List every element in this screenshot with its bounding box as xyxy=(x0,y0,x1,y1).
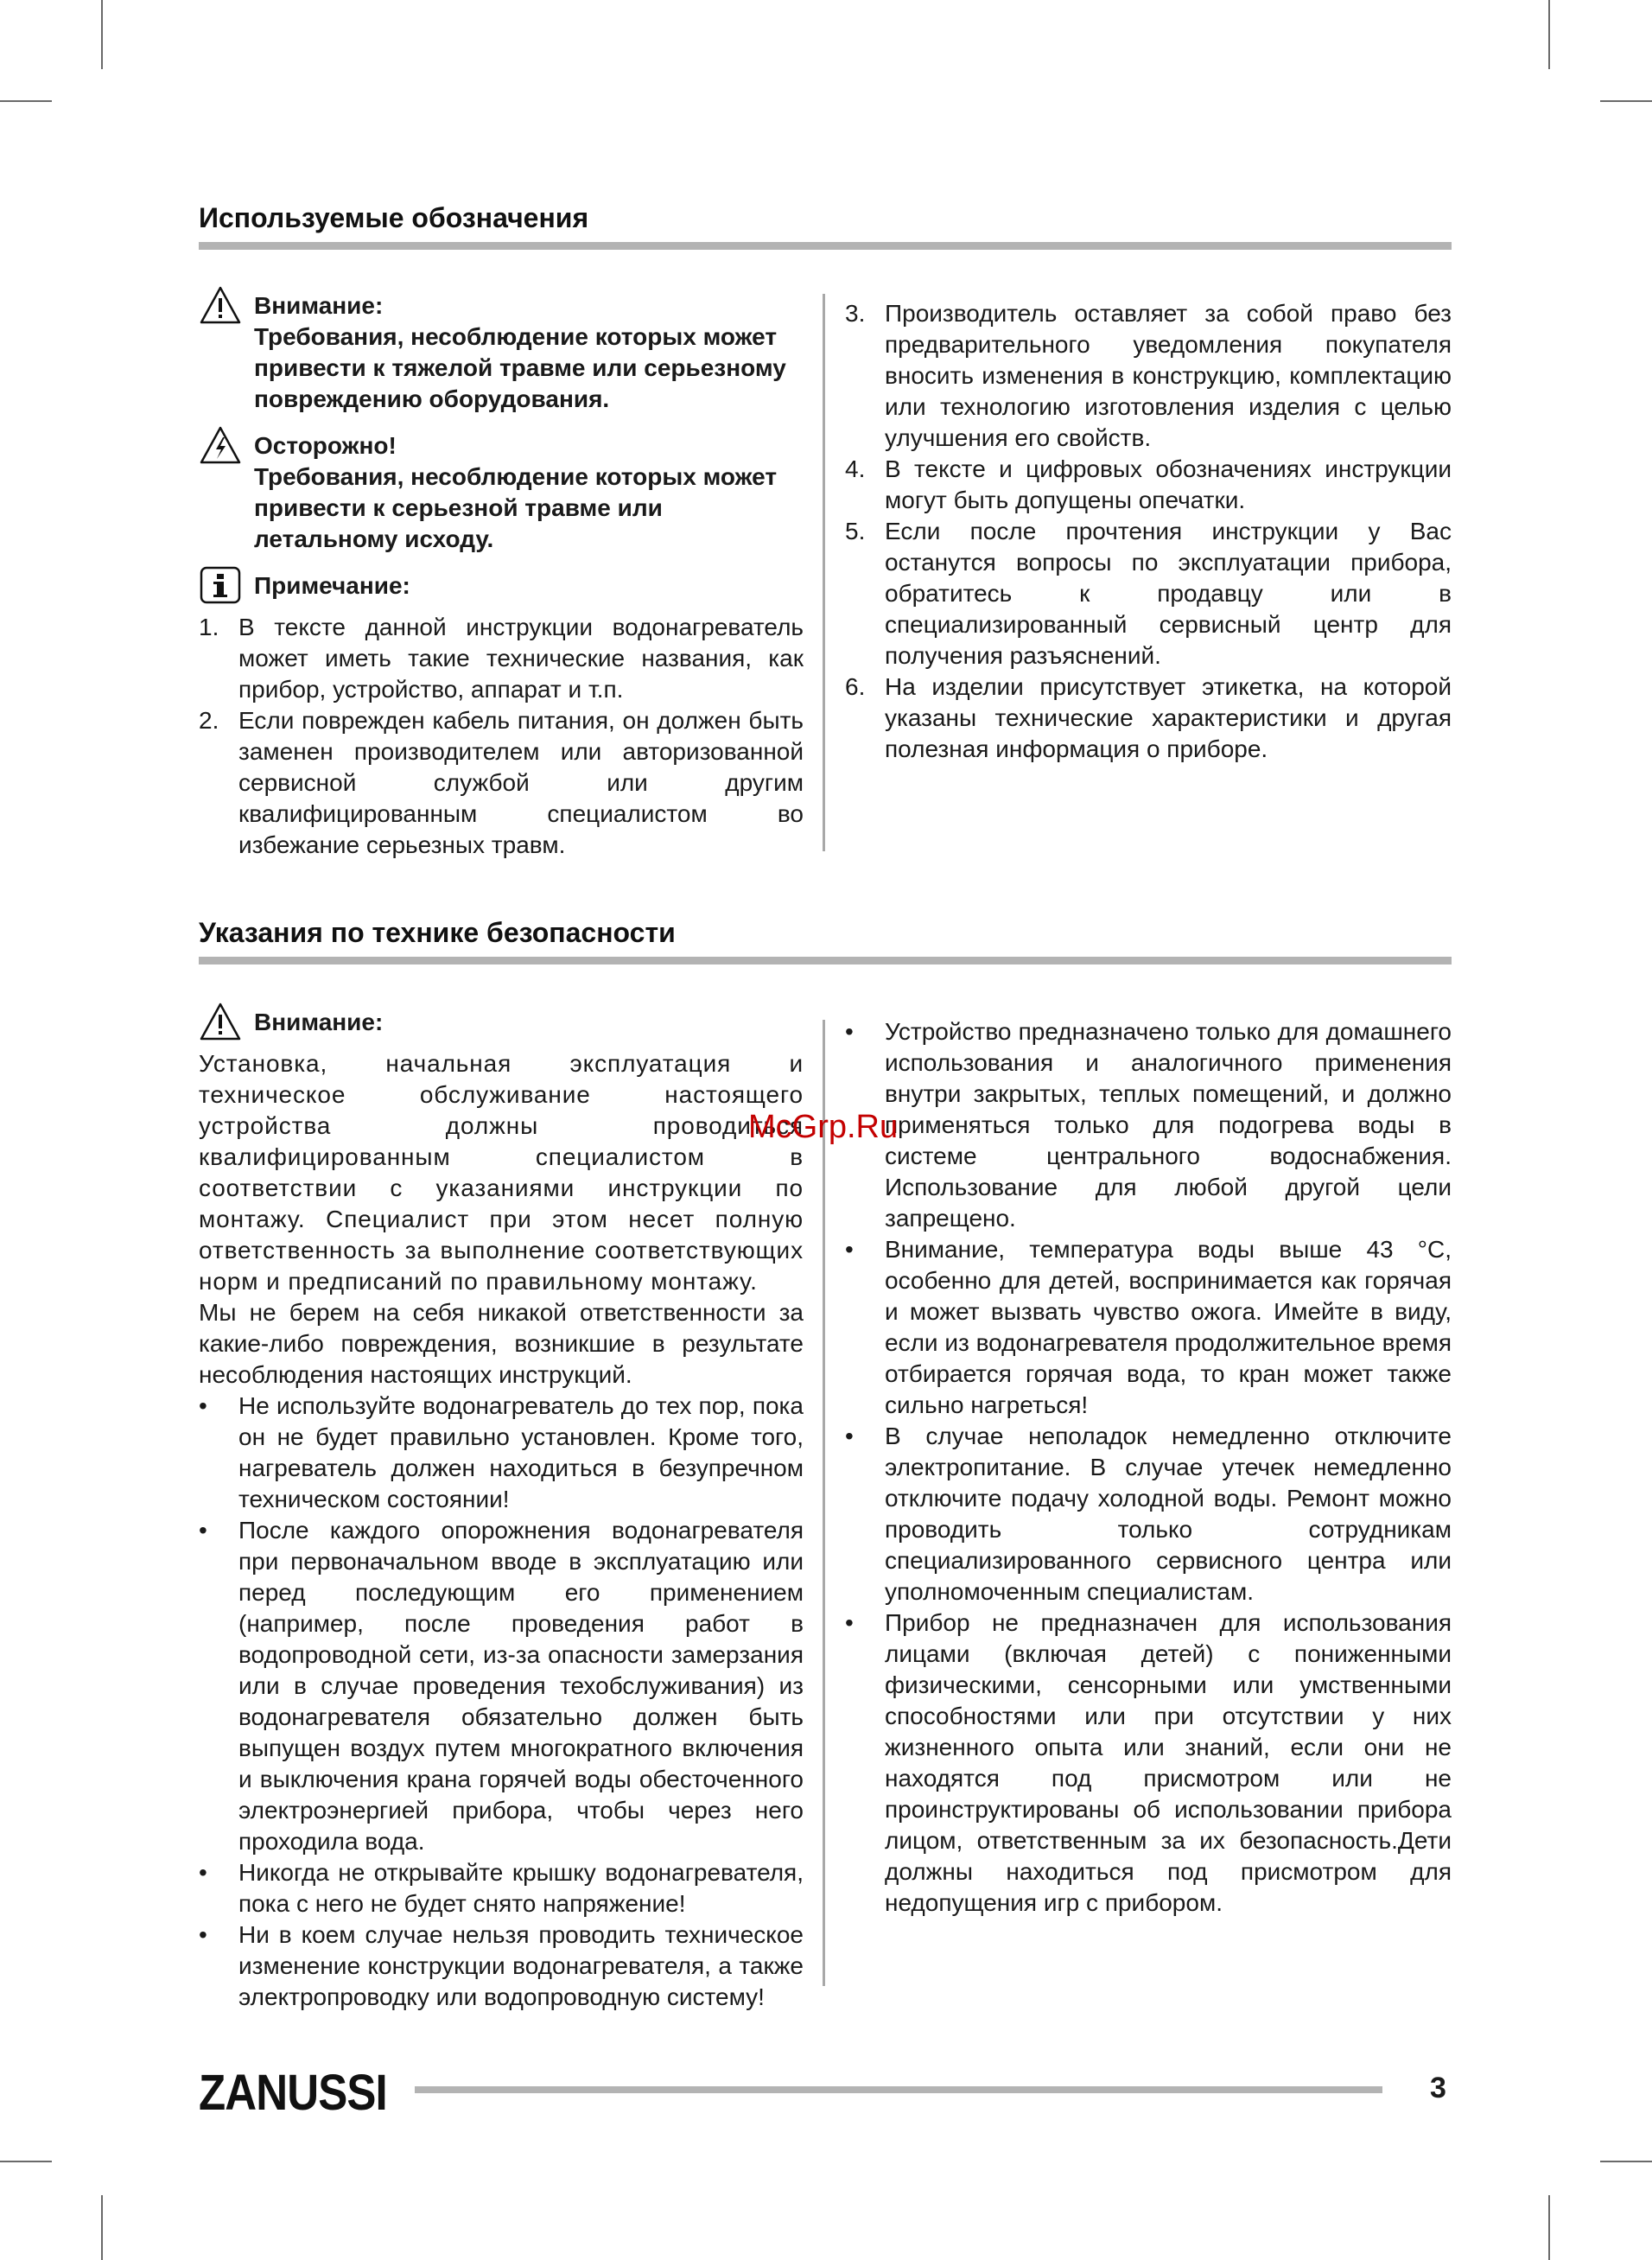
column-divider xyxy=(823,294,825,851)
crop-mark xyxy=(101,0,103,69)
warning-notice xyxy=(199,290,804,415)
column-divider xyxy=(823,1020,825,1986)
crop-mark xyxy=(101,2195,103,2260)
safety-bullets-right xyxy=(845,1016,1452,1919)
safety-bullets-left xyxy=(199,1391,804,2013)
symbols-list-left xyxy=(199,612,804,861)
section-title-symbols: Используемые обозначения xyxy=(199,202,589,233)
crop-mark xyxy=(0,100,52,102)
section-rule xyxy=(199,957,1452,964)
crop-mark xyxy=(1600,2161,1652,2162)
caution-notice xyxy=(199,430,804,555)
list-item: • Никогда не открывайте крышку водонагревателя, пока с него не будет снято напряжение! xyxy=(199,1859,804,1917)
safety-warning-notice xyxy=(199,1007,804,1038)
section-rule xyxy=(199,242,1452,250)
safety-warning-heading: Внимание: xyxy=(254,1009,384,1035)
list-item: 6. На изделии присутствует этикетка, на которой указаны технические характеристики и другая полезная информация о приборе. xyxy=(845,673,1452,762)
electric-hazard-icon xyxy=(199,425,242,465)
caution-text: Требования, несоблюдение которых может привести к серьезной травме или летальному исходу. xyxy=(254,463,778,552)
info-icon xyxy=(199,565,242,605)
safety-paragraph: Мы не берем на себя никакой ответственности за какие-либо повреждения, возникшие в результате несоблюдения настоящих инструкций. xyxy=(199,1299,804,1388)
list-item: • Не используйте водонагреватель до тех пор, пока он не будет правильно установлен. Кроме того, нагреватель должен находиться в безупречном техническом состоянии! xyxy=(199,1392,804,1512)
safety-paragraph: Установка, начальная эксплуатация и техническое обслуживание настоящего устройства должны проводиться квалифицированным специалистом в соответствии с указаниями инструкции по монтажу. Специалист при этом несет полную ответственность за выполнение соответствующих норм и предписаний по правильному монтажу. xyxy=(199,1050,804,1295)
list-item: • Прибор не предназначен для использования лицами (включая детей) с пониженными физическими, сенсорными или умственными способностями или при отсутствии у них жизненного опыта или знаний, если они не находятся под присмотром или не проинструктированы об использовании прибора лицом, ответственным за их безопасность.Дети должны находиться под присмотром для недопущения игр с прибором. xyxy=(845,1609,1452,1916)
warning-text: Требования, несоблюдение которых может привести к тяжелой травме или серьезному повреждению оборудования. xyxy=(254,323,786,412)
list-item: 1. В тексте данной инструкции водонагреватель может иметь такие технические названия, как прибор, устройство, аппарат и т.п. xyxy=(199,614,804,703)
warning-heading: Внимание: xyxy=(254,292,384,319)
watermark: McGrp.Ru xyxy=(748,1109,899,1145)
brand-logo: ZANUSSI xyxy=(199,2065,387,2121)
caution-heading: Осторожно! xyxy=(254,432,397,459)
crop-mark xyxy=(1548,0,1550,69)
list-item: • После каждого опорожнения водонагревателя при первоначальном вводе в эксплуатацию или перед последующим его применением (например, после проведения работ в водопроводной сети, из-за опасности замерзания или в случае проведения техобслуживания) из водонагревателя обязательно должен быть выпущен воздух путем многократного включения и выключения крана горячей воды обесточенного электроэнергией прибора, чтобы через него проходила вода. xyxy=(199,1517,804,1855)
list-item: • В случае неполадок немедленно отключите электропитание. В случае утечек немедленно отключите подачу холодной воды. Ремонт можно проводить только сотрудникам специализированного сервисного центра или уполномоченным специалистам. xyxy=(845,1423,1452,1605)
note-heading: Примечание: xyxy=(254,572,410,599)
crop-mark xyxy=(0,2161,52,2162)
list-item: • Ни в коем случае нельзя проводить техническое изменение конструкции водонагревателя, а также электропроводку или водопроводную систему! xyxy=(199,1921,804,2010)
list-item: 3. Производитель оставляет за собой право без предварительного уведомления покупателя вносить изменения в конструкцию, комплектацию или технологию изготовления изделия с целью улучшения его свойств. xyxy=(845,300,1452,451)
note-notice xyxy=(199,570,804,602)
list-item: 5. Если после прочтения инструкции у Вас останутся вопросы по эксплуатации прибора, обратитесь к продавцу или в специализированный сервисный центр для получения разъяснений. xyxy=(845,518,1452,669)
symbols-list-right xyxy=(845,298,1452,765)
safety-left-column xyxy=(199,1007,804,2013)
symbols-right-column xyxy=(845,298,1452,765)
safety-right-column xyxy=(845,1016,1452,1919)
warning-triangle-icon xyxy=(199,1002,242,1041)
crop-mark xyxy=(1548,2195,1550,2260)
footer-rule xyxy=(415,2086,1382,2093)
list-item: • Устройство предназначено только для домашнего использования и аналогичного применения внутри закрытых, теплых помещений, и должно применяться только для подогрева воды в системе центрального водоснабжения. Использование для любой другой цели запрещено. xyxy=(845,1018,1452,1232)
section-title-safety: Указания по технике безопасности xyxy=(199,917,676,948)
list-item: • Внимание, температура воды выше 43 °С, особенно для детей, воспринимается как горячая и может вызвать чувство ожога. Имейте в виду, если из водонагревателя продолжительное время отбирается горячая вода, то кран может также сильно нагреться! xyxy=(845,1236,1452,1418)
symbols-left-column xyxy=(199,290,804,861)
list-item: 4. В тексте и цифровых обозначениях инструкции могут быть допущены опечатки. xyxy=(845,455,1452,513)
warning-triangle-icon xyxy=(199,285,242,325)
crop-mark xyxy=(1600,100,1652,102)
list-item: 2. Если поврежден кабель питания, он должен быть заменен производителем или авторизованной сервисной службой или другим квалифицированным специалистом во избежание серьезных травм. xyxy=(199,707,804,858)
page-number: 3 xyxy=(1430,2072,1446,2104)
